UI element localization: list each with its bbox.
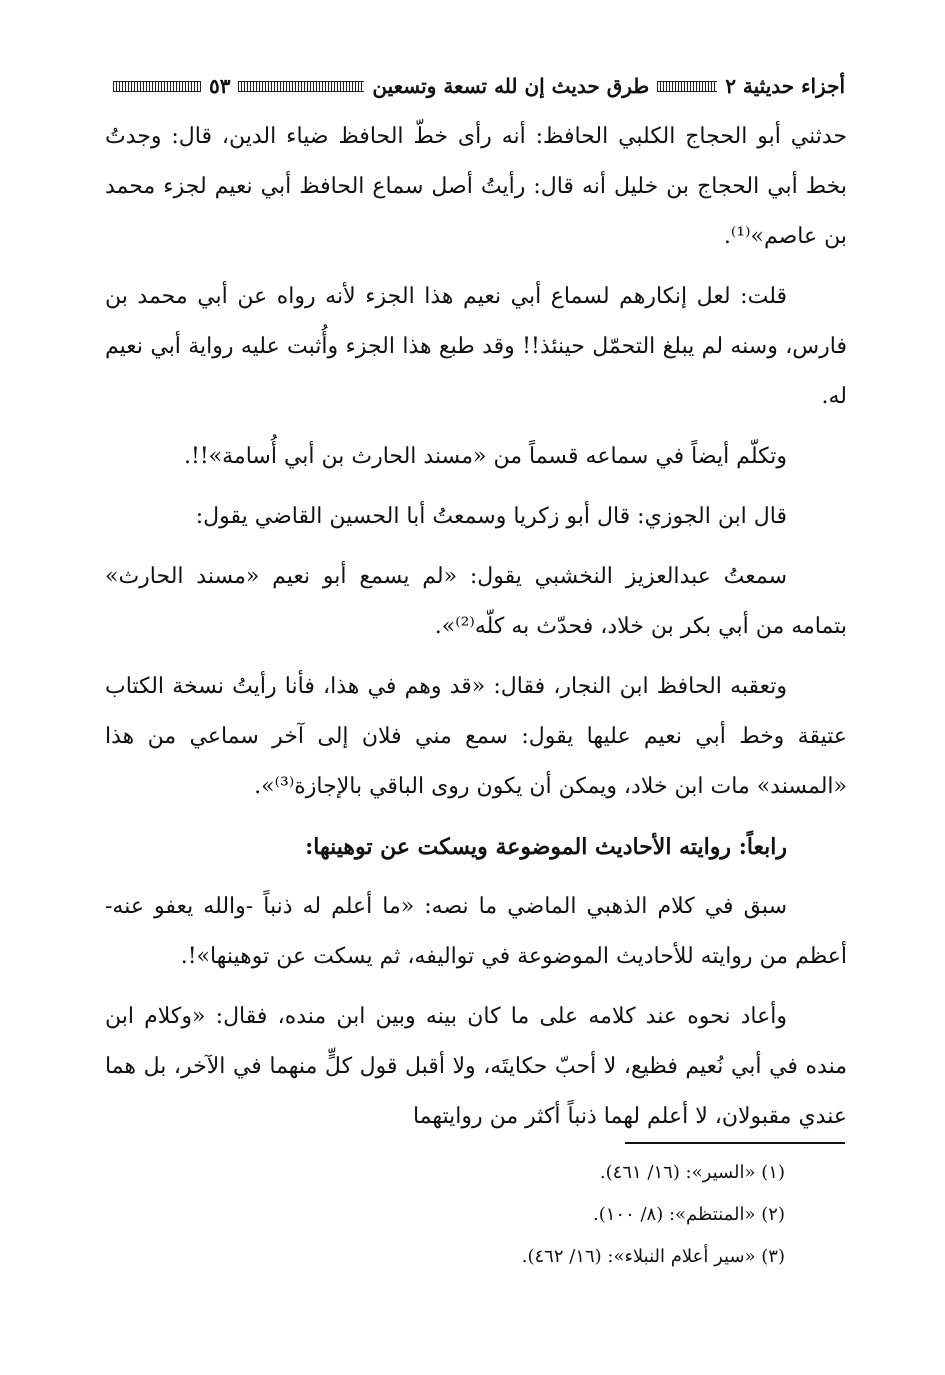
footnote: (٢) «المنتظم»: (٨/ ١٠٠). <box>592 1204 785 1225</box>
header-ornament <box>238 81 364 92</box>
page-number: ٥٣ <box>209 74 231 98</box>
paragraph: حدثني أبو الحجاج الكلبي الحافظ: أنه رأى خطّ الحافظ ضياء الدين، قال: وجدتُ بخط أبي الحجاج بن خليل أنه قال: رأيتُ أصل سماع الحافظ أبي نعيم لجزء محمد بن عاصم»⁽¹⁾. <box>105 124 847 249</box>
section-title: طرق حديث إن لله تسعة وتسعين <box>372 74 650 98</box>
paragraph: سبق في كلام الذهبي الماضي ما نصه: «ما أعلم له ذنباً -والله يعفو عنه- أعظم من روايته للأحاديث الموضوعة في تواليفه، ثم يسكت عن توهينها»!. <box>105 894 847 969</box>
footnote: (٣) «سير أعلام النبلاء»: (١٦/ ٤٦٢). <box>521 1246 785 1267</box>
footnote-divider <box>625 1142 845 1144</box>
header-ornament <box>657 81 717 92</box>
running-header <box>105 66 845 106</box>
header-ornament <box>113 81 201 92</box>
paragraph: وتعقبه الحافظ ابن النجار، فقال: «قد وهم في هذا، فأنا رأيتُ نسخة الكتاب عتيقة وخط أبي نعيم عليها يقول: سمع مني فلان إلى آخر سماعي من هذا «المسند» مات ابن خلاد، ويمكن أن يكون روى الباقي بالإجازة⁽³⁾». <box>105 674 847 799</box>
paragraph: وأعاد نحوه عند كلامه على ما كان بينه وبين ابن منده، فقال: «وكلام ابن منده في أبي نُعيم فظيع، لا أحبّ حكايتَه، ولا أقبل قول كلٍّ منهما في الآخر، بل هما عندي مقبولان، لا أعلم لهما ذنباً أكثر من روايتهما <box>105 1004 847 1129</box>
paragraph: قلت: لعل إنكارهم لسماع أبي نعيم هذا الجزء لأنه رواه عن أبي محمد بن فارس، وسنه لم يبلغ التحمّل حينئذ!! وقد طبع هذا الجزء وأُثبت عليه رواية أبي نعيم له. <box>105 284 847 409</box>
paragraph: وتكلّم أيضاً في سماعه قسماً من «مسند الحارث بن أبي أُسامة»!!. <box>183 444 787 469</box>
paragraph: سمعتُ عبدالعزيز النخشبي يقول: «لم يسمع أبو نعيم «مسند الحارث» بتمامه من أبي بكر بن خلاد، فحدّث به كلّه⁽²⁾». <box>105 564 847 639</box>
body-text <box>105 112 847 1142</box>
book-title: أجزاء حديثية ٢ <box>725 74 845 98</box>
paragraph: قال ابن الجوزي: قال أبو زكريا وسمعتُ أبا الحسين القاضي يقول: <box>195 504 787 529</box>
footnote: (١) «السير»: (١٦/ ٤٦١). <box>599 1162 785 1183</box>
footnotes <box>105 1152 785 1278</box>
section-heading: رابعاً: روايته الأحاديث الموضوعة ويسكت عن توهينها: <box>305 834 787 860</box>
